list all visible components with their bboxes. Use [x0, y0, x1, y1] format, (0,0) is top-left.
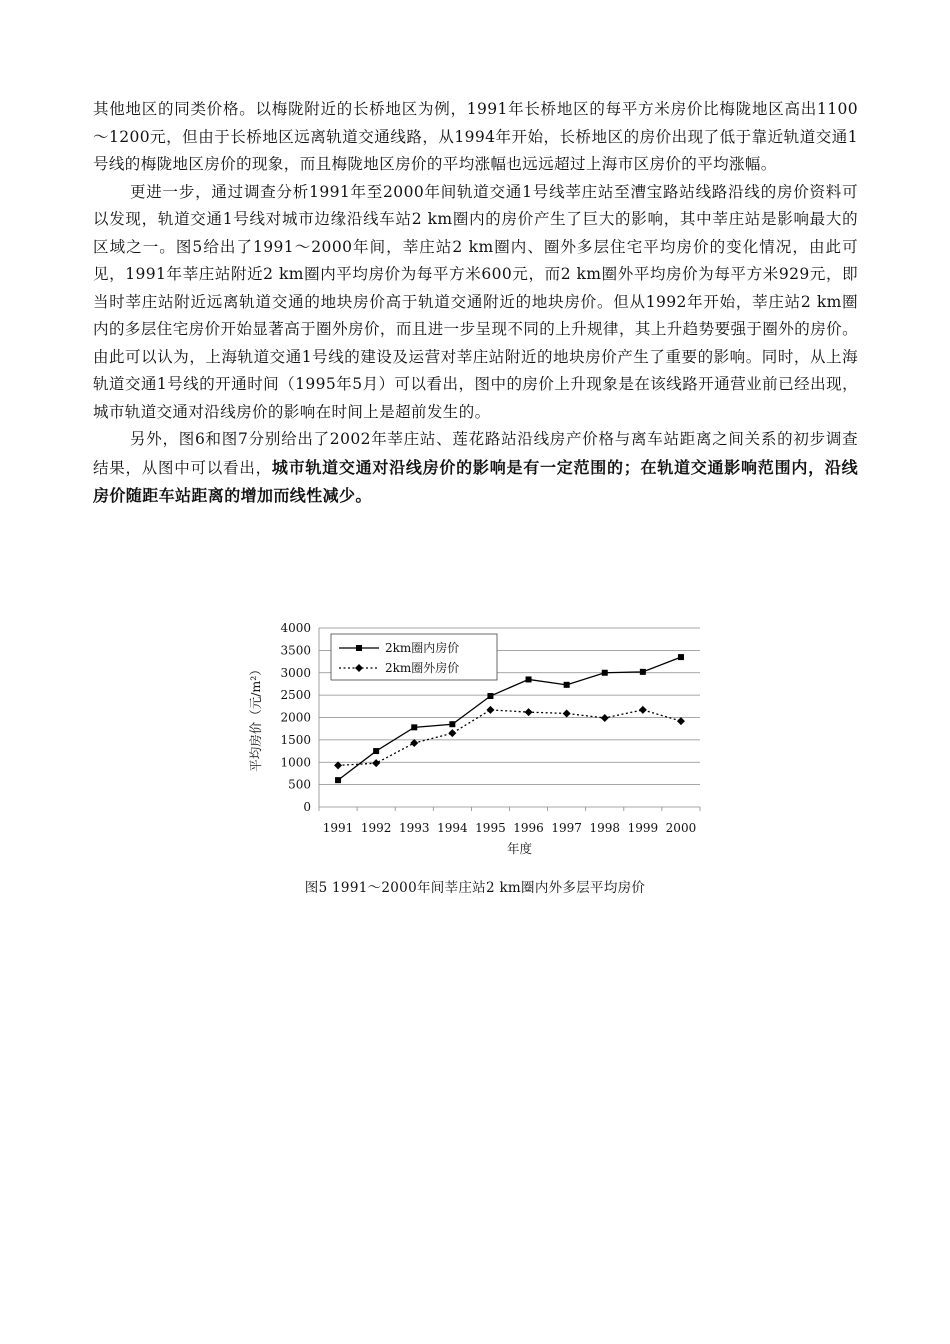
body-text [93, 96, 858, 511]
series-2-point-1996 [525, 708, 533, 716]
x-tick-label-1998: 1998 [589, 821, 621, 835]
y-tick-label-6: 3000 [280, 665, 311, 680]
series-line-2 [338, 710, 681, 766]
x-tick-label-1991: 1991 [322, 821, 354, 835]
paragraph-2: 更进一步，通过调查分析1991年至2000年间轨道交通1号线莘庄站至漕宝路站线路沿线的房价资料可以发现，轨道交通1号线对城市边缘沿线车站2 km圈内的房价产生了巨大的影响，其中莘庄站是影响最大的区域之一。图5给出了1991～2000年间，莘庄站2 km圈内、圈外多层住宅平均房价的变化情况，由此可见，1991年莘庄站附近2 km圈内平均房价为每平方米600元，而2 km圈外平均房价为每平方米929元，即当时莘庄站附近远离轨道交通的地块房价高于轨道交通附近的地块房价。但从1992年开始，莘庄站2 km圈内的多层住宅房价开始显著高于圈外房价，而且进一步呈现不同的上升规律，其上升趋势要强于圈外的房价。由此可以认为，上海轨道交通1号线的建设及运营对莘庄站附近的地块房价产生了重要的影响。同时，从上海轨道交通1号线的开通时间（1995年5月）可以看出，图中的房价上升现象是在该线路开通营业前已经出现，城市轨道交通对沿线房价的影响在时间上是超前发生的。 [93, 182, 858, 421]
paragraph-3 [93, 426, 858, 511]
legend-marker-1 [356, 645, 362, 651]
series-1-point-1995 [487, 693, 493, 699]
paragraph-3-text: 另外，图6和图7分别给出了2002年莘庄站、莲花路站沿线房产价格与离车站距离之间关系的初步调查结果，从图中可以看出， [93, 430, 858, 477]
series-2-point-1999 [639, 706, 647, 714]
series-1-point-2000 [678, 654, 684, 660]
x-tick-label-2000: 2000 [665, 821, 697, 835]
x-tick-label-1995: 1995 [475, 821, 506, 835]
series-2-point-1992 [372, 759, 380, 767]
x-axis-label: 年度 [506, 841, 533, 856]
series-1-point-1996 [526, 676, 532, 682]
series-1-point-1993 [411, 724, 417, 730]
y-tick-label-8: 4000 [280, 621, 311, 635]
series-2-point-1998 [601, 714, 609, 722]
series-1-point-1991 [335, 777, 341, 783]
x-tick-label-1992: 1992 [360, 821, 392, 835]
y-tick-label-7: 3500 [280, 643, 311, 658]
line-chart [240, 612, 740, 872]
paragraph-3-bold-conclusion: 城市轨道交通对沿线房价的影响是有一定范围的；在轨道交通影响范围内，沿线房价随距车站距离的增加而线性减少。 [93, 457, 858, 505]
x-tick-label-1996: 1996 [513, 821, 544, 835]
series-1-point-1997 [564, 682, 570, 688]
y-tick-label-3: 1500 [280, 732, 311, 747]
figure-caption: 图5 1991～2000年间莘庄站2 km圈内外多层平均房价 [304, 880, 646, 896]
y-tick-label-1: 500 [288, 777, 311, 792]
series-1-point-1992 [373, 748, 379, 754]
series-2-point-1994 [448, 729, 456, 737]
series-2-point-2000 [677, 717, 685, 725]
x-tick-label-1997: 1997 [551, 821, 582, 835]
legend-label-1: 2km圈内房价 [385, 641, 460, 655]
series-2-point-1995 [486, 706, 494, 714]
x-tick-label-1993: 1993 [398, 821, 430, 835]
legend-label-2: 2km圈外房价 [385, 661, 460, 675]
series-2-point-1997 [563, 709, 571, 717]
y-tick-label-5: 2500 [280, 688, 311, 703]
y-tick-label-2: 1000 [280, 755, 311, 770]
x-tick-label-1994: 1994 [437, 821, 468, 835]
series-1-point-1999 [640, 669, 646, 675]
y-axis-label: 平均房价（元/m²） [248, 663, 263, 772]
y-tick-label-4: 2000 [280, 710, 311, 725]
paragraph-1: 其他地区的同类价格。以梅陇附近的长桥地区为例，1991年长桥地区的每平方米房价比梅陇地区高出1100～1200元，但由于长桥地区远离轨道交通线路，从1994年开始，长桥地区的房价出现了低于靠近轨道交通1号线的梅陇地区房价的现象，而且梅陇地区房价的平均涨幅也远远超过上海市区房价的平均涨幅。 [93, 100, 858, 173]
x-tick-label-1999: 1999 [627, 821, 659, 835]
series-1-point-1994 [449, 721, 455, 727]
series-1-point-1998 [602, 670, 608, 676]
y-tick-label-0: 0 [303, 800, 311, 814]
